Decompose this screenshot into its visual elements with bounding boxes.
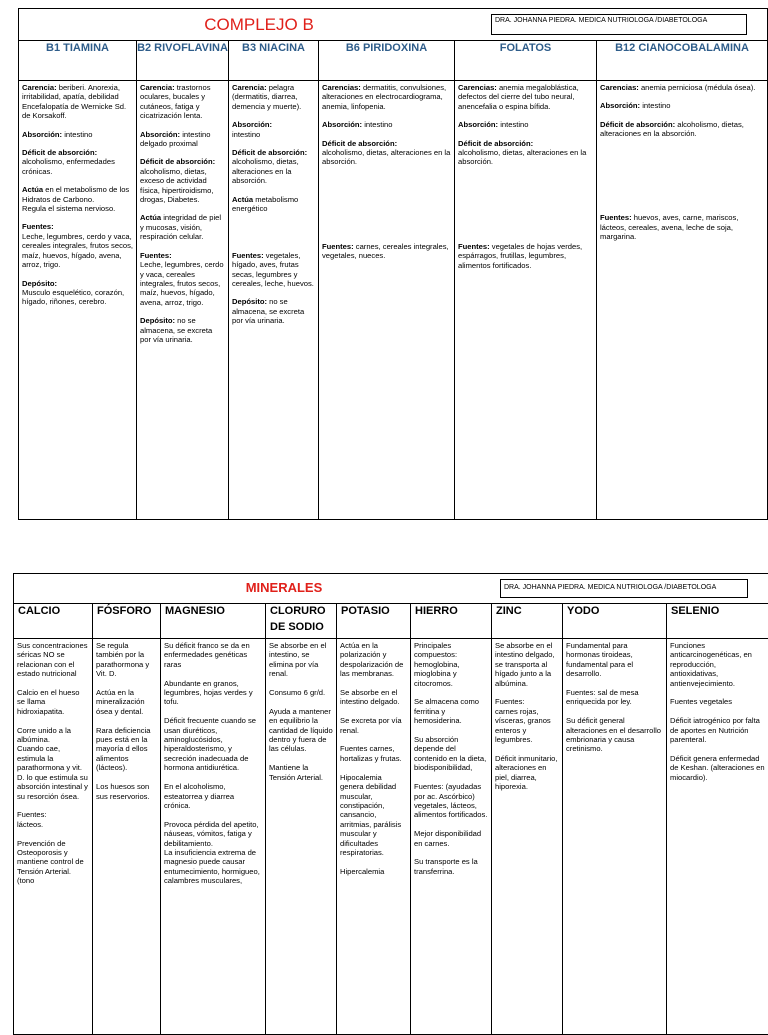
column-b3 [229, 40, 319, 519]
paragraph: Déficit de absorción: alcoholismo, dietas, exceso de actividad física, hipertiroidismo, drogas, Diabetes. [140, 157, 216, 205]
column-body-b2 [137, 81, 228, 355]
column-text: Se regula también por la parathormona y Vit. D. Actúa en la mineralización ósea y dental. Rara deficiencia pues está en la mayoría d ellos alimentos (lácteos). Los huesos son sus reservorios. [96, 641, 151, 801]
column-body-selenio [667, 639, 768, 793]
column-potasio [337, 603, 411, 1034]
paragraph: Absorción: intestino [232, 120, 273, 139]
column-header-b1: B1 TIAMINA [19, 40, 136, 81]
column-text: Se absorbe en el intestino, se elimina por vía renal. Consumo 6 gr/d. Ayuda a mantener en equilibrio la cantidad de líquido dentro y fuera de las células. Mantiene la Tensión Arterial. [269, 641, 333, 782]
paragraph: Fuentes: Leche, legumbres, cerdo y vaca, cereales integrales, frutos secos, maíz, huevos, hígado, avena, arroz, trigo. [140, 250, 224, 307]
paragraph: Fuentes: huevos, aves, carne, mariscos, lácteos, cereales, avena, leche de soja, margarina. [600, 213, 739, 242]
paragraph: Carencias: dermatitis, convulsiones, alteraciones en electrocardiograma, anemia, linfopenia. [322, 83, 447, 111]
paragraph: Carencias: anemia megaloblástica, defectos del cierre del tubo neural, anencefalia o espina bífida. [458, 83, 579, 111]
paragraph: Carencias: anemia perniciosa (médula ósea). [600, 83, 756, 92]
page-title: COMPLEJO B [204, 15, 314, 34]
paragraph: Absorción: intestino delgado proximal [140, 129, 211, 149]
column-hierro [411, 603, 492, 1034]
column-header-b12: B12 CIANOCOBALAMINA [597, 40, 767, 81]
column-header-fosforo: FÓSFORO [93, 603, 160, 639]
paragraph: Absorción: intestino [458, 120, 529, 130]
paragraph: Déficit de absorción: alcoholismo, dietas, alteraciones en la absorción. [458, 138, 587, 167]
column-header-magnesio: MAGNESIO [161, 603, 265, 639]
paragraph: Absorción: intestino [600, 101, 671, 111]
column-header-zinc: ZINC [492, 603, 562, 639]
column-header-b3: B3 NIACINA [229, 40, 318, 81]
author-box: DRA. JOHANNA PIEDRA. MEDICA NUTRIOLOGA /DIABETOLOGA [500, 579, 748, 598]
paragraph: Carencia: beriberi. Anorexia, irritabilidad, apatía, debilidad Encefalopatía de Wernicke Sd. de Korsakoff. [22, 83, 127, 121]
column-text: Actúa en la polarización y despolarización de las membranas. Se absorbe en el intestino delgado. Se excreta por vía renal. Fuentes carnes, hortalizas y frutas. Hipocalemia genera debilidad muscular, constipación, cansancio, arritmias, parálisis muscular y dificultades respiratorias. Hipercalemia [340, 641, 404, 876]
paragraph: Fuentes: Leche, legumbres, cerdo y vaca, cereales integrales, frutos secos, maíz, huevos, hígado, avena, arroz, trigo. [22, 222, 134, 270]
column-text: Se absorbe en el intestino delgado, se transporta al hígado junto a la albúmina. Fuentes: carnes rojas, vísceras, granos enteros y legumbres. Déficit inmunitario, alteraciones en piel, diarrea, hiporexia. [495, 641, 558, 792]
paragraph: Actúa en el metabolismo de los Hidratos de Carbono. Regula el sistema nervioso. [22, 185, 130, 214]
column-body-yodo [563, 639, 666, 765]
column-header-yodo: YODO [563, 603, 666, 639]
column-text: Su déficit franco se da en enfermedades genéticas raras Abundante en granos, legumbres, hojas verdes y tofu. Déficit frecuente cuando se usan diuréticos, aminoglucósidos, hiperaldosterismo, y secreción inadecuada de hormona antidiurética. En el alcoholismo, esteatorrea y diarrea crónica. Provoca pérdida del apetito, náuseas, vómitos, fatiga y debilitamiento. La insuficiencia extrema de magnesio puede causar entumecimiento, hormigueo, calambres musculares, [164, 641, 260, 886]
column-fosforo [93, 603, 161, 1034]
paragraph: Depósito: Musculo esquelético, corazón, hígado, riñones, cerebro. [22, 278, 125, 307]
column-body-hierro [411, 639, 491, 887]
title-bar [19, 9, 767, 41]
title-bar [14, 574, 768, 604]
column-header-calcio: CALCIO [14, 603, 92, 639]
column-body-b1 [19, 81, 136, 318]
column-body-zinc [492, 639, 562, 803]
paragraph: Déficit de absorción: alcoholismo, dietas, alteraciones en la absorción. [600, 119, 744, 139]
column-header-cloruro: CLORURO DE SODIO [266, 603, 336, 639]
column-body-cloruro [266, 639, 336, 793]
paragraph: Carencia: trastornos oculares, bucales y cutáneos, fatiga y cicatrización lenta. [140, 83, 211, 121]
author-box: DRA. JOHANNA PIEDRA. MEDICA NUTRIOLOGA /DIABETOLOGA [491, 14, 747, 35]
paragraph: Fuentes: vegetales, hígado, aves, frutas secas, legumbres y cereales, leche, huevos. [232, 250, 314, 288]
column-header-b2: B2 RIVOFLAVINA [137, 40, 228, 81]
column-text: Funciones anticarcinogenéticas, en reproducción, antioxidativas, antienvejecimiento. Fuentes vegetales Déficit iatrogénico por falta de aportes en Nutrición parenteral. Déficit genera enfermedad de Keshan. (alteraciones en miocardio). [670, 641, 765, 782]
column-body-b3 [229, 81, 318, 337]
column-zinc [492, 603, 563, 1034]
column-calcio [14, 603, 93, 1034]
paragraph: Carencia: pelagra (dermatitis, diarrea, demencia y muerte). [232, 83, 302, 111]
column-text: Sus concentraciones séricas NO se relacionan con el estado nutricional Calcio en el hueso se llama hidroxiapatita. Corre unido a la albúmina. Cuando cae, estimula la parathormona y vit. D. lo que estimula su absorción intestinal y su resorción ósea. Fuentes: lácteos. Prevención de Osteoporosis y mantiene control de Tensión Arterial. (tono [17, 641, 88, 886]
paragraph: Absorción: intestino [22, 129, 93, 139]
column-body-calcio [14, 639, 92, 897]
column-body-potasio [337, 639, 410, 887]
column-header-hierro: HIERRO [411, 603, 491, 639]
column-text: Fundamental para hormonas tiroideas, fundamental para el desarrollo. Fuentes: sal de mesa enriquecida por ley. Su déficit general alteraciones en el desarrollo embrionaria y causa cretinismo. [566, 641, 661, 754]
column-folatos [455, 40, 597, 519]
column-text: Principales compuestos: hemoglobina, mioglobina y citocromos. Se almacena como ferritina y hemosiderina. Su absorción depende del contenido en la dieta, biodisponibilidad, Fuentes: (ayudadas por ac. Ascórbico) vegetales, lácteos, alimentos fortificados. Mejor disponibilidad en carnes. Su transporte es la transferrina. [414, 641, 488, 876]
paragraph: Depósito: no se almacena, se excreta por vía urinaria. [232, 297, 305, 326]
vitamin-columns [19, 40, 767, 519]
column-cloruro [266, 603, 337, 1034]
paragraph: Déficit de absorción: alcoholismo, enfermedades crónicas. [22, 148, 115, 176]
column-body-folatos [455, 81, 596, 281]
paragraph: Depósito: no se almacena, se excreta por vía urinaria. [140, 316, 213, 344]
column-b2 [137, 40, 229, 519]
paragraph: Déficit de absorción: alcoholismo, dietas, alteraciones en la absorción. [232, 148, 308, 186]
minerals-table [13, 573, 768, 1035]
page-title: MINERALES [245, 580, 323, 595]
column-header-potasio: POTASIO [337, 603, 410, 639]
column-yodo [563, 603, 667, 1034]
column-header-folatos: FOLATOS [455, 40, 596, 81]
column-b6 [319, 40, 455, 519]
mineral-columns [14, 603, 768, 1034]
paragraph: Actúa metabolismo energético [232, 194, 299, 214]
paragraph: Actúa integridad de piel y mucosas, visión, respiración celular. [140, 213, 222, 242]
column-header-b6: B6 PIRIDOXINA [319, 40, 454, 81]
column-b12 [597, 40, 767, 519]
paragraph: Déficit de absorción: alcoholismo, dietas, alteraciones en la absorción. [322, 138, 451, 167]
paragraph: Fuentes: carnes, cereales integrales, vegetales, nueces. [322, 241, 449, 261]
column-body-b6 [319, 81, 454, 272]
vitamin-b-complex-table [18, 8, 768, 520]
paragraph: Fuentes: vegetales de hojas verdes, espárragos, frutillas, legumbres, alimentos fortificados. [458, 241, 583, 270]
column-b1 [19, 40, 137, 519]
column-body-b12 [597, 81, 767, 253]
column-magnesio [161, 603, 266, 1034]
paragraph: Absorción: intestino [322, 120, 393, 130]
column-header-selenio: SELENIO [667, 603, 768, 639]
column-body-magnesio [161, 639, 265, 897]
column-body-fosforo [93, 639, 160, 812]
column-selenio [667, 603, 768, 1034]
